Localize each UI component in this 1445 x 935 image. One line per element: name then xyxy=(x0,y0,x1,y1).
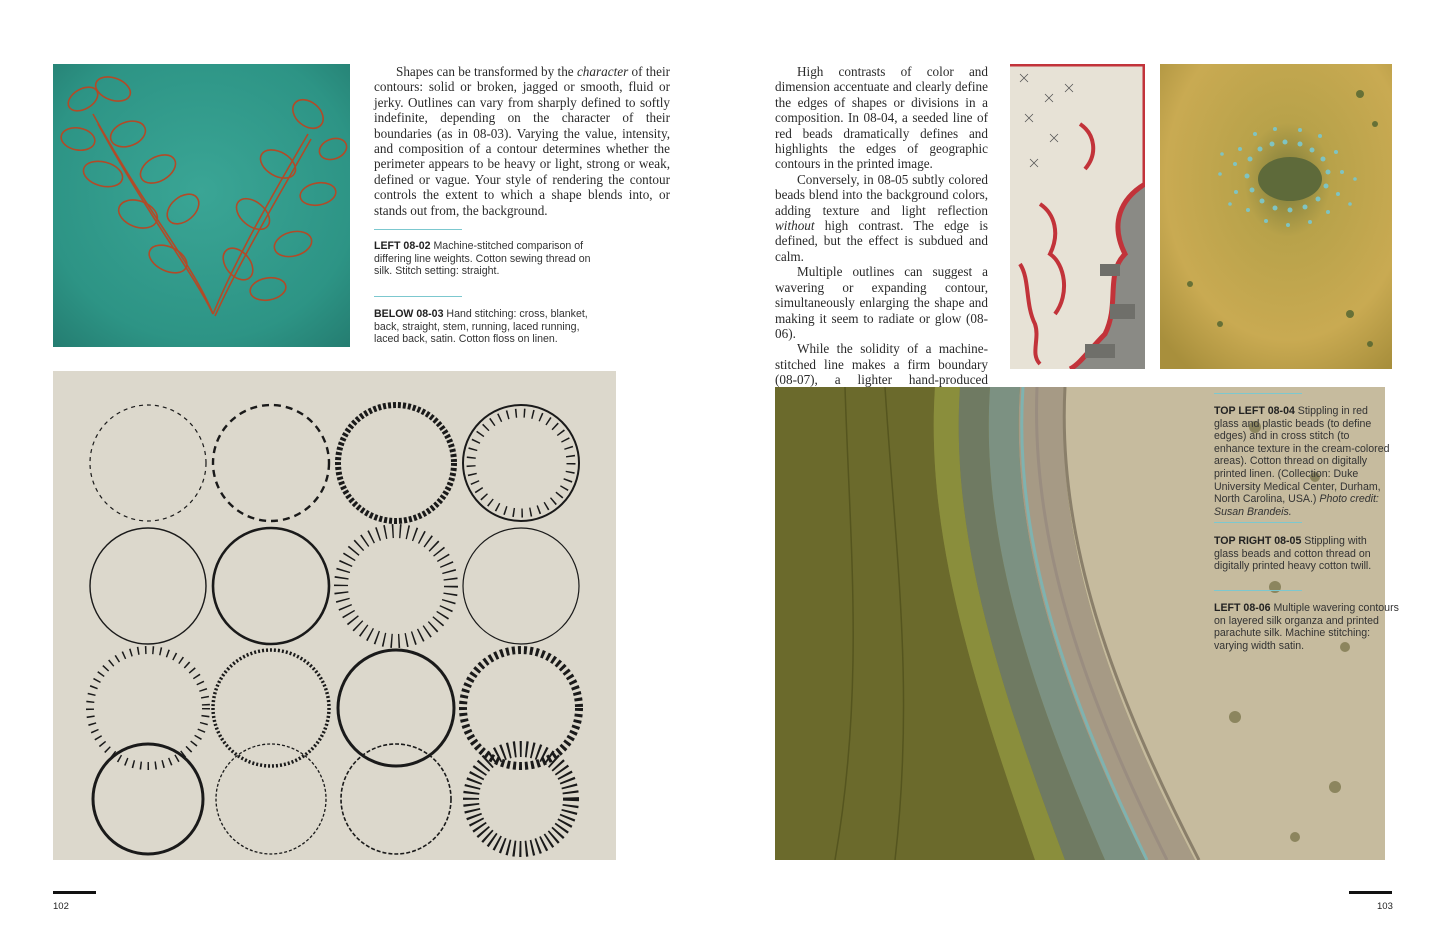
caption-rule xyxy=(374,296,462,297)
hand-stitched-circles-photo xyxy=(53,371,616,860)
caption-rule xyxy=(1214,590,1302,591)
caption-08-06: LEFT 08-06 Multiple wavering contours on layered silk organza and printed parachute silk. Machine stitching: varying width satin. xyxy=(1214,602,1399,652)
glass-beads-stippling-photo xyxy=(1160,64,1392,369)
caption-08-04: TOP LEFT 08-04 Stippling in red glass and plastic beads (to define edges) and in cross stitch (to enhance texture in the cream-colored areas). Cotton thread on digitally printed linen. (Collection: Duke University Medical Center, Durham, North Carolina, USA.) Photo credit: Susan Brandeis. xyxy=(1214,405,1390,518)
caption-rule xyxy=(1214,393,1302,394)
caption-08-03: BELOW 08-03 Hand stitching: cross, blanket, back, straight, stem, running, laced running, laced back, satin. Cotton floss on linen. xyxy=(374,308,588,346)
page-number-left: 102 xyxy=(53,901,69,912)
folio-rule xyxy=(1349,891,1392,894)
caption-rule xyxy=(374,229,462,230)
folio-rule xyxy=(53,891,96,894)
red-beads-stippling-photo xyxy=(1010,64,1145,369)
caption-08-05: TOP RIGHT 08-05 Stippling with glass beads and cotton thread on digitally printed heavy cotton twill. xyxy=(1214,535,1372,573)
left-body-text: Shapes can be transformed by the character of their contours: solid or broken, jagged or smooth, fluid or jerky. Outlines can vary from sharply defined to softly indefinite, depending on the character of their boundaries (as in 08-03). Varying the value, intensity, and composition of a contour determines whether the perimeter appears to be heavy or light, strong or weak, defined or vague. Your style of rendering the contour controls the extent to which a shape blends into, or stands out from, the background. xyxy=(374,64,670,218)
right-body-text: High contrasts of color and dimension accentuate and clearly define the edges of shapes or divisions in a composition. In 08-04, a seeded line of red beads dramatically defines and highlights the edges of geographic contours in the printed image. Conversely, in 08-05 subtly colored beads blend into the background colors, adding texture and light reflection without high contrast. The edge is defined, but the effect is subdued and calm. Multiple outlines can suggest a wavering or expanding contour, simultaneously enlarging the shape and making it seem to radiate or glow (08-06). While the solidity of a machine-stitched line makes a firm boundary (08-07), a lighter hand-produced xyxy=(775,64,988,388)
machine-stitched-leaves-photo xyxy=(53,64,350,347)
page-number-right: 103 xyxy=(1377,901,1393,912)
caption-08-02: LEFT 08-02 Machine-stitched comparison of differing line weights. Cotton sewing thread on silk. Stitch setting: straight. xyxy=(374,240,591,278)
caption-rule xyxy=(1214,522,1302,523)
